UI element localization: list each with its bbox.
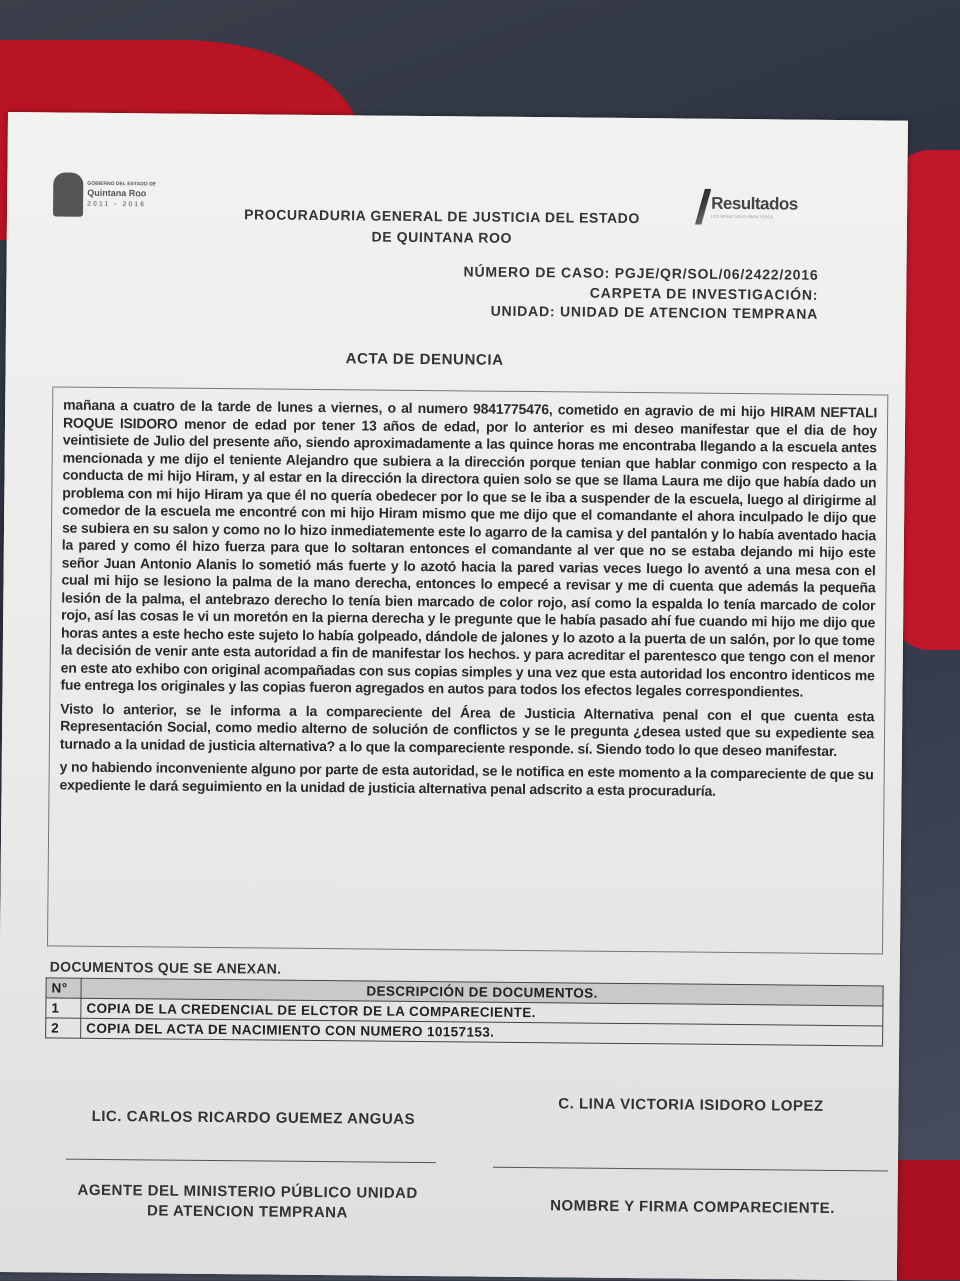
row-description: COPIA DEL ACTA DE NACIMIENTO CON NUMERO 10157153.	[81, 1018, 883, 1046]
text-line: tome la decisión de venir ante esta autoridad a fin de manifestar los hechos. y para acreditar el	[60, 631, 876, 664]
row-description: COPIA DE LA CREDENCIAL DE ELCTOR DE LA COMPARECIENTE.	[81, 998, 883, 1026]
unidad: UNIDAD: UNIDAD DE ATENCION TEMPRANA	[490, 302, 819, 322]
text-line: quince horas me encontraba llegando a la escuela antes mencionada y me dijo el teniente Alejandro	[62, 435, 877, 468]
logo-text: Resultados	[711, 193, 798, 214]
signature-line	[66, 1159, 436, 1164]
text-line: hizo fuerza para que lo soltaran entonces el comandante al ver que no se estaba dejando mi hijo este	[192, 537, 876, 561]
column-header: N°	[46, 978, 81, 998]
text-line: pierna derecha y le pregunte que le había pasado ahí fue cuando mi hijo me dijo que horas antes a este	[60, 609, 876, 642]
text-line: HIRAM NEFTALI ROQUE ISIDORO menor de edad por tener 13 años de edad, por lo anterior es mi	[62, 403, 878, 436]
text-line: color rojo, así como la espalda lo tenía marcado de color rojo, así las cosas le vi un moretón en la	[61, 593, 876, 626]
agent-role	[47, 1180, 447, 1224]
text-line: a una mesa con el cual mi hijo se lesiono la palma de la mano derecha, entonces lo empecé a revisar y	[61, 560, 876, 593]
text-line: señor Juan Antonio Alanis lo sometió más fuerte y lo azotó hacia la pared varias veces luego lo aventó	[61, 554, 749, 577]
document-page	[0, 112, 908, 1281]
text-line: inmediatemente este lo agarro de la camisa y del pantalón y lo había aventado hacia la pared y como él	[61, 521, 877, 554]
institution-title	[207, 204, 677, 251]
text-line: compareciente responde. sí. Siendo todo lo que deseo manifestar.	[408, 738, 838, 759]
case-number: NÚMERO DE CASO: PGJE/QR/SOL/06/2422/2016	[463, 263, 819, 283]
role-line: AGENTE DEL MINISTERIO PÚBLICO UNIDAD	[77, 1181, 418, 1202]
column-header: DESCRIPCIÓN DE DOCUMENTOS.	[81, 978, 883, 1006]
text-line: hecho este sujeto lo había golpeado, dándole de jalones y lo azoto a la puerta de un salón, por lo que	[183, 625, 839, 648]
state-crest-icon	[53, 172, 83, 216]
paragraph-1	[60, 397, 877, 702]
case-info	[463, 262, 818, 324]
paragraph-2	[60, 700, 874, 760]
complainant-role: NOMBRE Y FIRMA COMPARECIENTE.	[550, 1197, 835, 1217]
text-line: adscrito a esta procuraduría.	[529, 780, 716, 799]
logo-text: GOBIERNO DEL ESTADO DE	[87, 180, 157, 187]
logo-text: Quintana Roo	[87, 187, 147, 198]
text-line: un problema con mi hijo Hiram ya que él no quería obedecer por lo que se le iba a suspender de la	[62, 474, 877, 507]
title-line: PROCURADURIA GENERAL DE JUSTICIA DEL ESTADO	[244, 206, 640, 227]
text-line: Visto lo anterior, se le informa a la compareciente del Área de Justicia Alternativa penal con el que	[60, 700, 786, 723]
documents-table	[45, 977, 884, 1046]
carpeta: CARPETA DE INVESTIGACIÓN:	[589, 284, 819, 303]
text-line: Hiram, y al estar en la dirección la directora quien solo se que se llama Laura me dijo que había dado	[195, 467, 856, 491]
text-line: fueron agregados en autos para todos los efectos legales correspondientes.	[309, 678, 804, 700]
text-line: deseo manifestar que el dia de hoy veintisiete de Julio del presente año, siendo aproximadamente a las	[62, 419, 878, 452]
text-line: compareciente de que su expediente le dará seguimiento en la unidad de justicia alternativa penal	[59, 764, 874, 797]
text-line: me di cuenta que además la pequeña lesión de la palma, el antebrazo derecho lo tenía bien marcado de	[61, 576, 876, 610]
resultados-logo	[695, 189, 798, 226]
flag-icon	[695, 189, 711, 225]
signature-line	[493, 1167, 888, 1172]
logo-text: 2011 - 2016	[87, 200, 147, 208]
role-line: DE ATENCION TEMPRANA	[146, 1202, 348, 1222]
text-line: mañana a cuatro de la tarde de lunes a viernes, o al numero 9841775476, cometido en agravio de mi hijo	[63, 396, 766, 420]
text-line: que subiera a la dirección porque tenian que hablar conmigo con respecto a la conducta de mi hijo	[62, 451, 877, 484]
quintana-roo-logo	[53, 172, 156, 217]
complainant-name: C. LINA VICTORIA ISIDORO LOPEZ	[558, 1095, 824, 1115]
text-line: que el comandante el ahora inculpado le dijo que se subiera en su salon y como no lo hizo	[61, 506, 877, 538]
text-line: ¿desea usted que su expediente sea turnado a la unidad de justicia alternativa? a lo que la	[59, 723, 875, 755]
text-line: escuela, luego al dirigirme al comedor de la escuela me encontré con mi hijo Hiram mismo que me dijo	[62, 490, 877, 523]
row-number: 2	[46, 1018, 81, 1038]
text-line: y no habiendo inconveniente alguno por parte de esta autoridad, se le notifica en este momento a la	[59, 758, 707, 781]
statement-box	[47, 386, 888, 954]
logo-subtext: LOS RESULTADOS PARA TODOS	[711, 213, 774, 220]
documents-heading: DOCUMENTOS QUE SE ANEXAN.	[49, 958, 282, 977]
row-number: 1	[46, 998, 81, 1018]
title-line: DE QUINTANA ROO	[371, 228, 513, 246]
text-line: cuenta esta Representación Social, como medio alterno de solución de conflictos y se le pregunta	[60, 707, 875, 739]
document-title: ACTA DE DENUNCIA	[345, 350, 504, 369]
paragraph-3	[59, 759, 873, 802]
agent-name: LIC. CARLOS RICARDO GUEMEZ ANGUAS	[91, 1107, 416, 1128]
text-line: simples y una vez que esta autoridad los encontro identicos me fue entrega los originales y las copias	[60, 662, 875, 695]
text-line: parentesco que tengo con el menor en este ato exhibo con original acompañadas con sus copias	[60, 647, 875, 679]
